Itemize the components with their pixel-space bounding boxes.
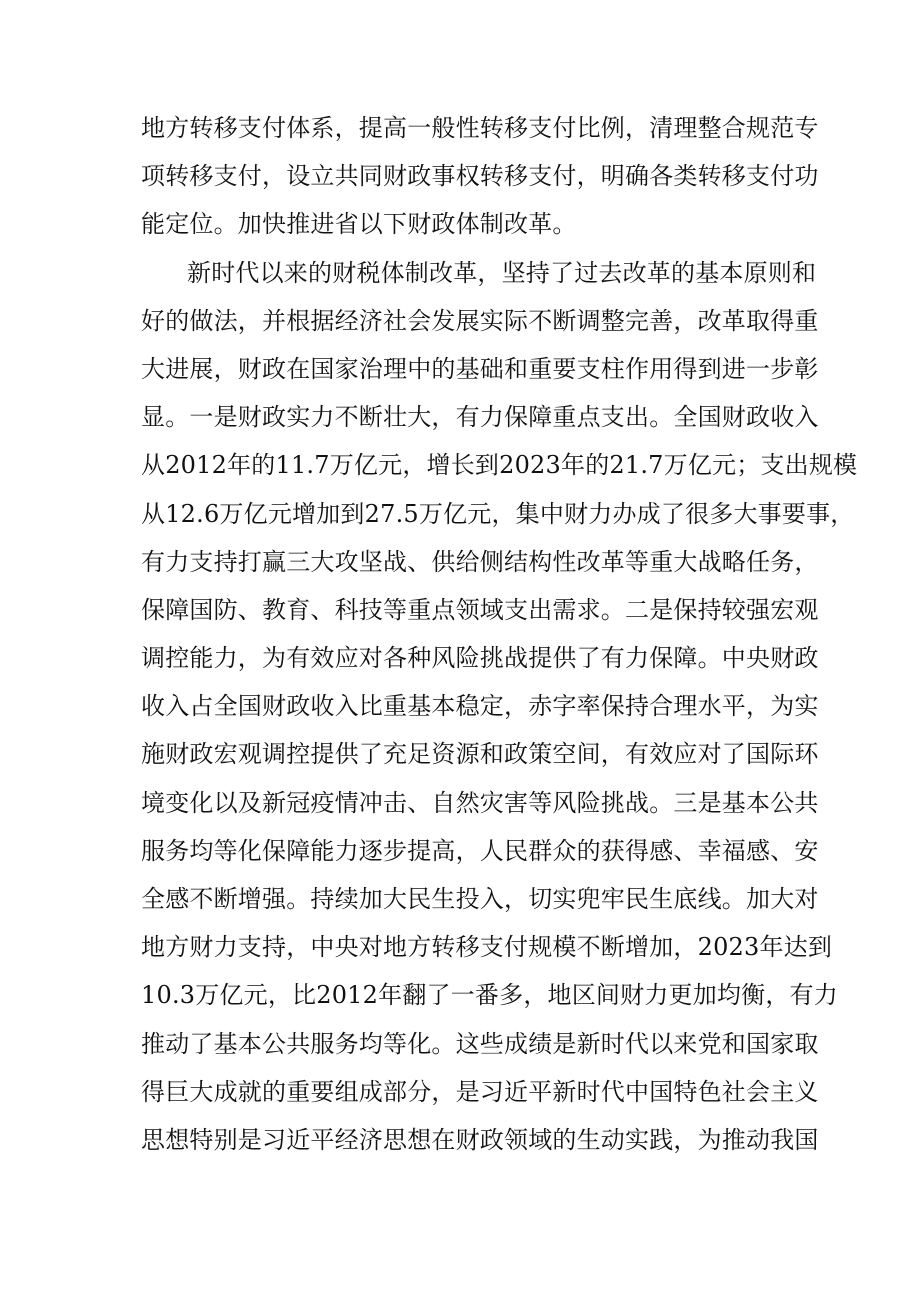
text-line: 好的做法，并根据经济社会发展实际不断调整完善，改革取得重 xyxy=(141,306,819,335)
text-line: 推动了基本公共服务均等化。这些成绩是新时代以来党和国家取 xyxy=(141,1029,819,1058)
text-line: 服务均等化保障能力逐步提高，人民群众的获得感、幸福感、安 xyxy=(141,836,819,865)
text-line: 项转移支付，设立共同财政事权转移支付，明确各类转移支付功 xyxy=(141,162,819,191)
text-line: 从2012年的11.7万亿元，增长到2023年的21.7万亿元；支出规模 xyxy=(141,451,858,480)
text-line: 从12.6万亿元增加到27.5万亿元，集中财力办成了很多大事要事， xyxy=(141,499,855,528)
text-line: 思想特别是习近平经济思想在财政领域的生动实践，为推动我国 xyxy=(141,1125,819,1154)
text-line: 能定位。加快推进省以下财政体制改革。 xyxy=(141,210,577,239)
text-line: 地方财力支持，中央对地方转移支付规模不断增加，2023年达到 xyxy=(141,933,833,962)
body-text xyxy=(141,104,858,1164)
text-line: 收入占全国财政收入比重基本稳定，赤字率保持合理水平，为实 xyxy=(141,692,819,721)
text-line: 调控能力，为有效应对各种风险挑战提供了有力保障。中央财政 xyxy=(141,644,819,673)
text-line: 大进展，财政在国家治理中的基础和重要支柱作用得到进一步彰 xyxy=(141,354,819,383)
text-line: 施财政宏观调控提供了充足资源和政策空间，有效应对了国际环 xyxy=(141,740,819,769)
text-line: 保障国防、教育、科技等重点领域支出需求。二是保持较强宏观 xyxy=(141,595,819,624)
text-line: 10.3万亿元，比2012年翻了一番多，地区间财力更加均衡，有力 xyxy=(141,981,838,1010)
text-line: 得巨大成就的重要组成部分，是习近平新时代中国特色社会主义 xyxy=(141,1077,819,1106)
text-line: 显。一是财政实力不断壮大，有力保障重点支出。全国财政收入 xyxy=(141,403,819,432)
text-line: 有力支持打赢三大攻坚战、供给侧结构性改革等重大战略任务， xyxy=(141,547,819,576)
text-line: 新时代以来的财税体制改革，坚持了过去改革的基本原则和 xyxy=(187,258,817,287)
text-line: 境变化以及新冠疫情冲击、自然灾害等风险挑战。三是基本公共 xyxy=(141,788,819,817)
text-line: 地方转移支付体系，提高一般性转移支付比例，清理整合规范专 xyxy=(141,114,819,142)
text-line: 全感不断增强。持续加大民生投入，切实兜牢民生底线。加大对 xyxy=(141,885,819,913)
